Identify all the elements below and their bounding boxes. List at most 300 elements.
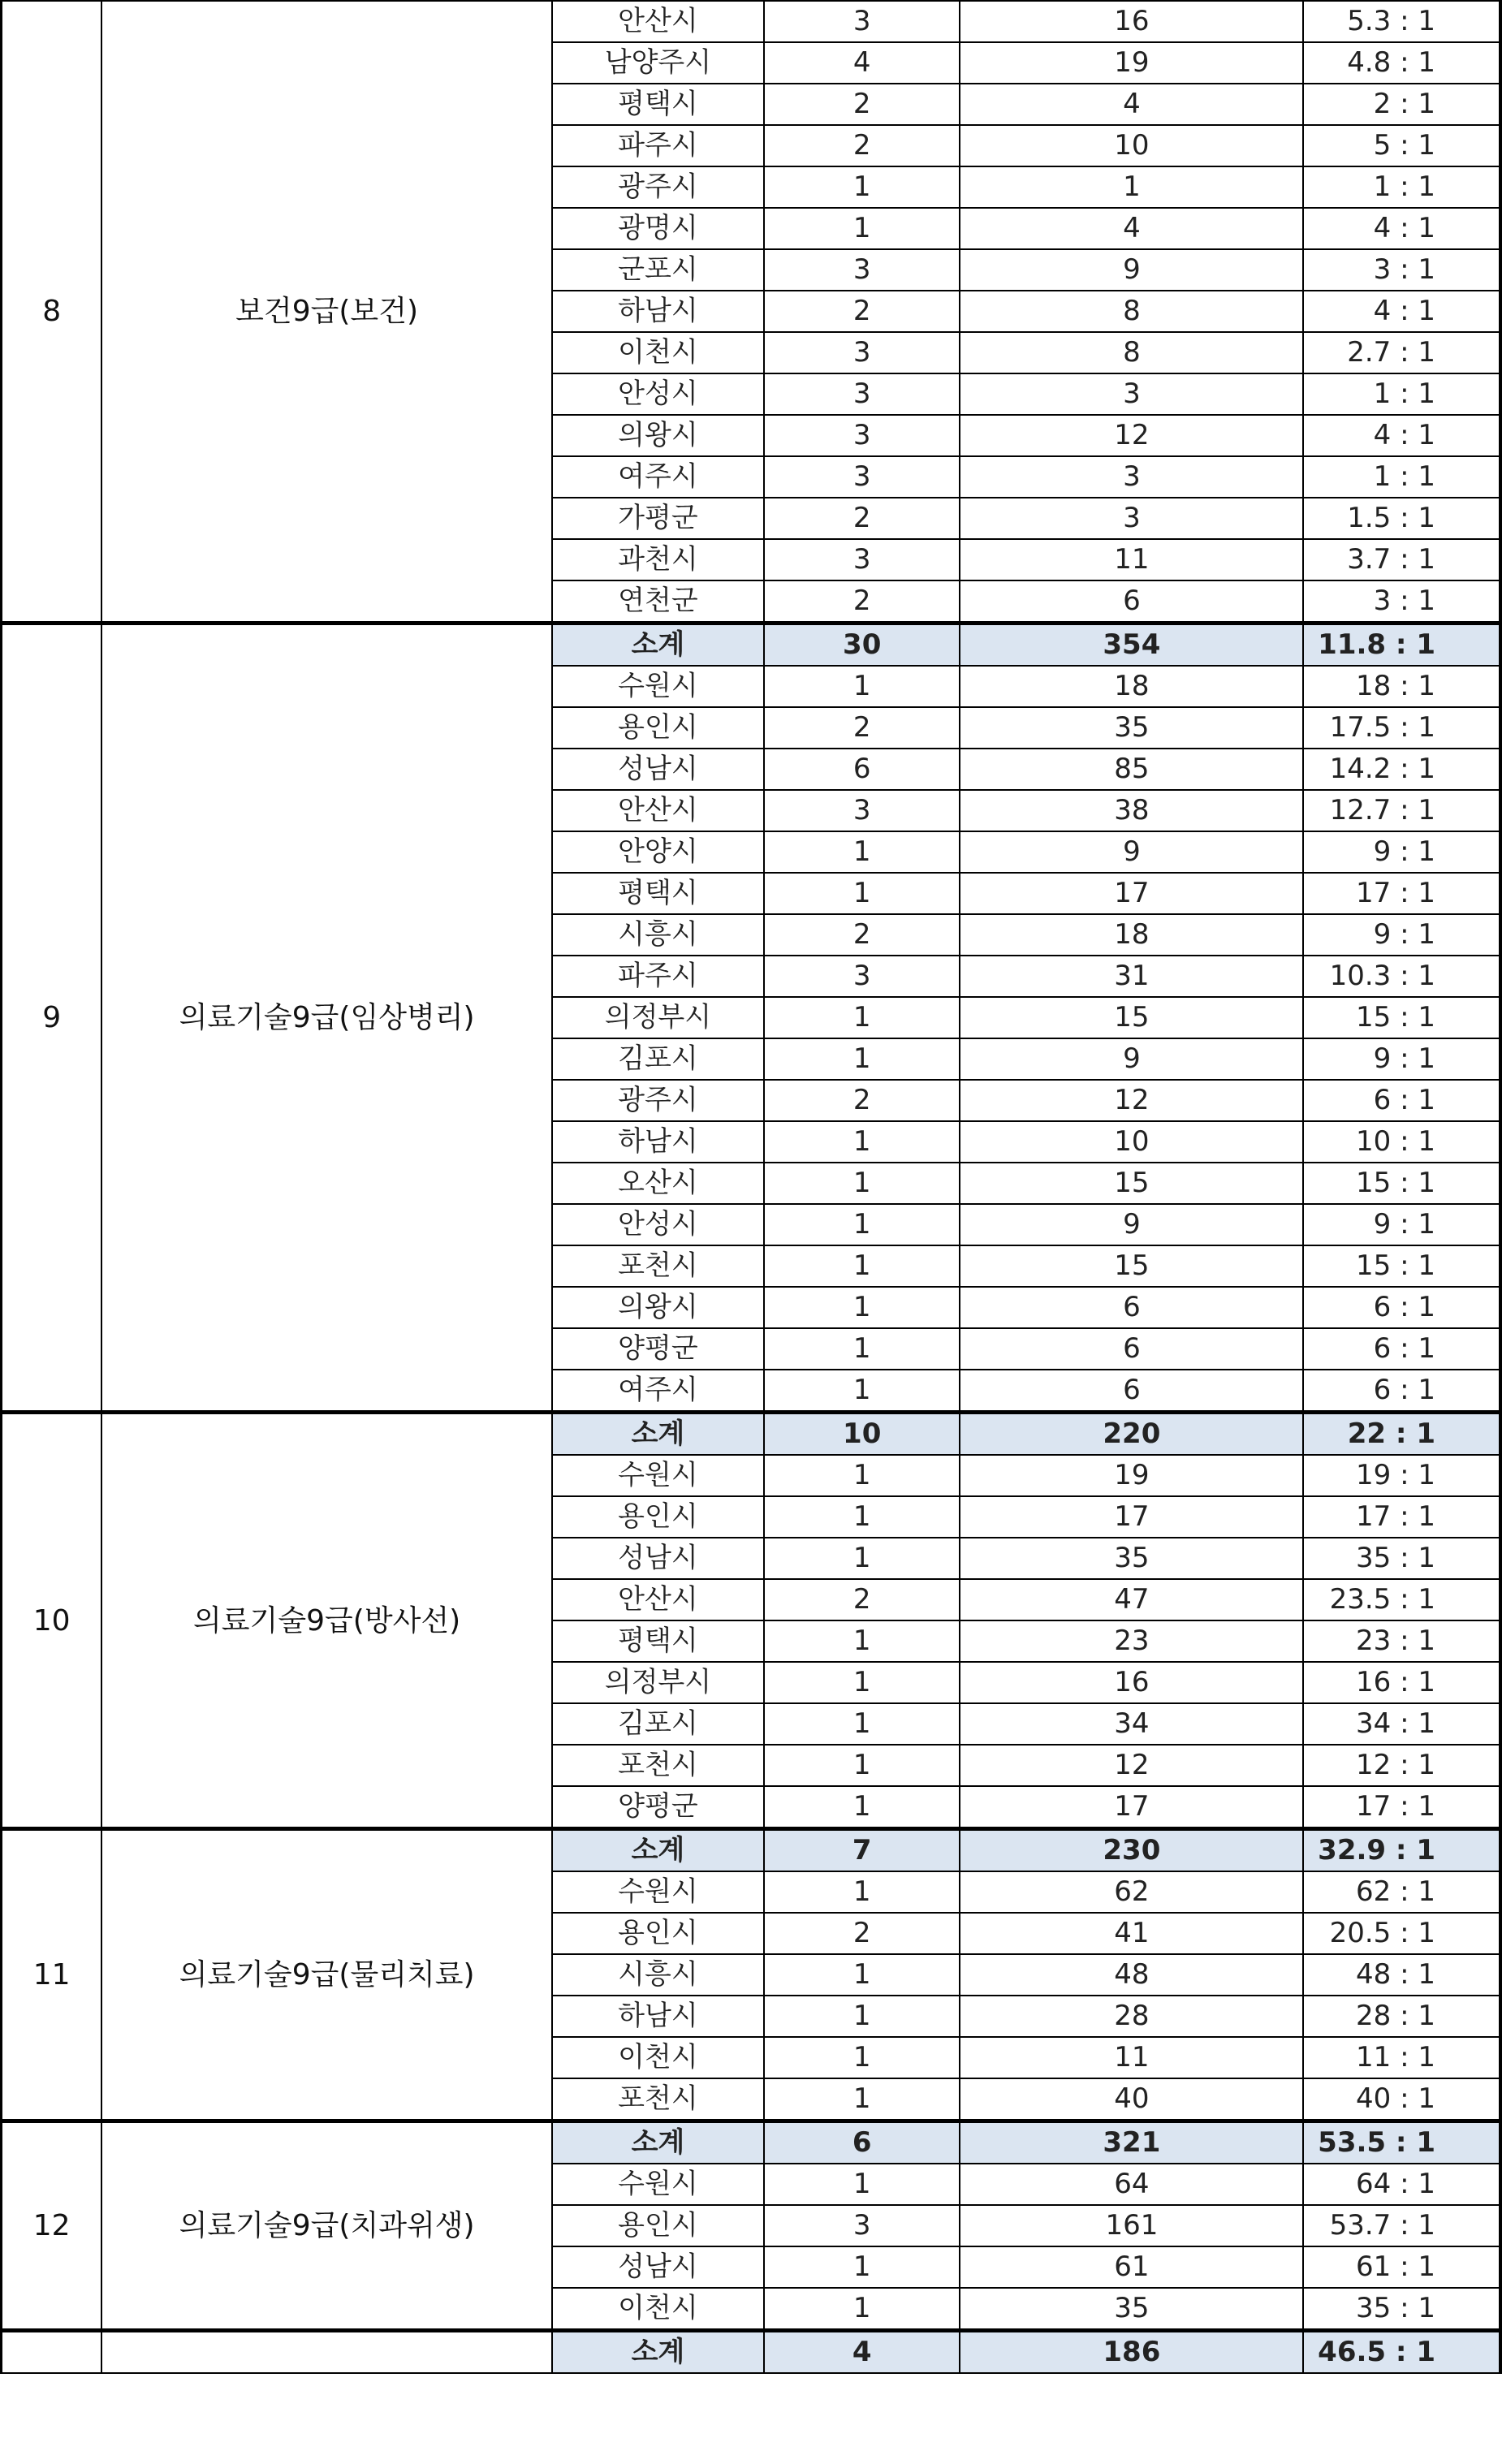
empty-cell: [1500, 1455, 1501, 1496]
positions-cell: 1: [764, 1287, 960, 1328]
positions-cell: 1: [764, 2078, 960, 2121]
empty-cell: [1500, 2246, 1501, 2288]
applicants-cell: 12: [960, 415, 1303, 456]
applicants-cell: 9: [960, 249, 1303, 291]
job-category-cell: [101, 2331, 552, 2374]
empty-cell: [1500, 1538, 1501, 1579]
ratio-cell: 18 : 1: [1303, 666, 1500, 707]
ratio-cell: 28 : 1: [1303, 1996, 1500, 2037]
applicants-cell: 6: [960, 1287, 1303, 1328]
ratio-cell: 46.5 : 1: [1303, 2331, 1500, 2374]
region-cell: 평택시: [552, 873, 764, 914]
applicants-cell: 11: [960, 539, 1303, 580]
positions-cell: 1: [764, 1620, 960, 1662]
empty-cell: [1500, 2078, 1501, 2121]
applicants-cell: 48: [960, 1954, 1303, 1996]
positions-cell: 2: [764, 498, 960, 539]
empty-cell: [1500, 456, 1501, 498]
empty-cell: [1500, 831, 1501, 873]
ratio-cell: 12.7 : 1: [1303, 790, 1500, 831]
applicants-cell: 28: [960, 1996, 1303, 2037]
applicants-cell: 16: [960, 1662, 1303, 1703]
region-cell: 이천시: [552, 2288, 764, 2331]
empty-cell: [1500, 1370, 1501, 1413]
positions-cell: 1: [764, 2164, 960, 2205]
positions-cell: 1: [764, 1996, 960, 2037]
positions-cell: 1: [764, 997, 960, 1038]
ratio-cell: 4 : 1: [1303, 291, 1500, 332]
empty-cell: [1500, 873, 1501, 914]
region-cell: 파주시: [552, 956, 764, 997]
positions-cell: 1: [764, 1662, 960, 1703]
ratio-cell: 35 : 1: [1303, 1538, 1500, 1579]
positions-cell: 6: [764, 749, 960, 790]
empty-cell: [1500, 1579, 1501, 1620]
applicants-cell: 6: [960, 1328, 1303, 1370]
ratio-cell: 40 : 1: [1303, 2078, 1500, 2121]
ratio-cell: 16 : 1: [1303, 1662, 1500, 1703]
applicants-cell: 10: [960, 1121, 1303, 1163]
positions-cell: 4: [764, 2331, 960, 2374]
applicants-cell: 161: [960, 2205, 1303, 2246]
ratio-cell: 22 : 1: [1303, 1413, 1500, 1456]
empty-cell: [1500, 2121, 1501, 2164]
table-body: [2, 1, 1502, 2373]
ratio-cell: 1 : 1: [1303, 373, 1500, 415]
positions-cell: 1: [764, 1496, 960, 1538]
region-cell: 수원시: [552, 2164, 764, 2205]
positions-cell: 1: [764, 1954, 960, 1996]
region-cell: 포천시: [552, 1745, 764, 1786]
region-cell: 성남시: [552, 749, 764, 790]
job-category-cell: 의료기술9급(치과위생): [101, 2121, 552, 2331]
table-row: [2, 624, 1502, 667]
applicants-cell: 62: [960, 1871, 1303, 1913]
ratio-cell: 23 : 1: [1303, 1620, 1500, 1662]
empty-cell: [1500, 1328, 1501, 1370]
region-cell: 과천시: [552, 539, 764, 580]
positions-cell: 2: [764, 1913, 960, 1954]
applicants-cell: 34: [960, 1703, 1303, 1745]
ratio-cell: 15 : 1: [1303, 1245, 1500, 1287]
applicants-cell: 19: [960, 1455, 1303, 1496]
region-cell: 시흥시: [552, 914, 764, 956]
region-cell: 의왕시: [552, 1287, 764, 1328]
applicants-cell: 12: [960, 1080, 1303, 1121]
region-cell: 용인시: [552, 2205, 764, 2246]
applicants-cell: 41: [960, 1913, 1303, 1954]
ratio-cell: 9 : 1: [1303, 1204, 1500, 1245]
empty-cell: [1500, 1620, 1501, 1662]
positions-cell: 3: [764, 956, 960, 997]
positions-cell: 3: [764, 1, 960, 42]
positions-cell: 1: [764, 2288, 960, 2331]
empty-cell: [1500, 539, 1501, 580]
region-cell: 용인시: [552, 707, 764, 749]
empty-cell: [1500, 624, 1501, 667]
table-row: [2, 2121, 1502, 2164]
applicants-cell: 38: [960, 790, 1303, 831]
ratio-cell: 3.7 : 1: [1303, 539, 1500, 580]
empty-cell: [1500, 1080, 1501, 1121]
job-category-cell: 의료기술9급(물리치료): [101, 1829, 552, 2121]
ratio-cell: 61 : 1: [1303, 2246, 1500, 2288]
region-cell: 군포시: [552, 249, 764, 291]
ratio-cell: 3 : 1: [1303, 249, 1500, 291]
empty-cell: [1500, 790, 1501, 831]
applicants-cell: 230: [960, 1829, 1303, 1872]
empty-cell: [1500, 2331, 1501, 2374]
applicants-cell: 9: [960, 1038, 1303, 1080]
ratio-cell: 17 : 1: [1303, 1786, 1500, 1829]
ratio-cell: 9 : 1: [1303, 914, 1500, 956]
empty-cell: [1500, 997, 1501, 1038]
positions-cell: 3: [764, 332, 960, 373]
ratio-cell: 23.5 : 1: [1303, 1579, 1500, 1620]
empty-cell: [1500, 1496, 1501, 1538]
empty-cell: [1500, 125, 1501, 166]
empty-cell: [1500, 1829, 1501, 1872]
applicants-cell: 6: [960, 580, 1303, 624]
positions-cell: 2: [764, 125, 960, 166]
region-cell: 수원시: [552, 1455, 764, 1496]
region-cell: 남양주시: [552, 42, 764, 84]
region-cell: 소계: [552, 1829, 764, 1872]
applicants-cell: 186: [960, 2331, 1303, 2374]
region-cell: 소계: [552, 624, 764, 667]
ratio-cell: 17.5 : 1: [1303, 707, 1500, 749]
group-number-cell: 12: [2, 2121, 102, 2331]
positions-cell: 2: [764, 291, 960, 332]
empty-cell: [1500, 1703, 1501, 1745]
empty-cell: [1500, 2164, 1501, 2205]
applicants-cell: 3: [960, 373, 1303, 415]
empty-cell: [1500, 1245, 1501, 1287]
empty-cell: [1500, 580, 1501, 624]
applicants-cell: 15: [960, 1163, 1303, 1204]
region-cell: 포천시: [552, 2078, 764, 2121]
positions-cell: 10: [764, 1413, 960, 1456]
region-cell: 안산시: [552, 1, 764, 42]
ratio-cell: 64 : 1: [1303, 2164, 1500, 2205]
region-cell: 광명시: [552, 208, 764, 249]
region-cell: 평택시: [552, 84, 764, 125]
empty-cell: [1500, 1121, 1501, 1163]
region-cell: 이천시: [552, 2037, 764, 2078]
applicants-cell: 354: [960, 624, 1303, 667]
ratio-cell: 15 : 1: [1303, 997, 1500, 1038]
positions-cell: 1: [764, 1871, 960, 1913]
region-cell: 안성시: [552, 373, 764, 415]
region-cell: 하남시: [552, 291, 764, 332]
empty-cell: [1500, 1871, 1501, 1913]
applicants-cell: 18: [960, 666, 1303, 707]
region-cell: 양평군: [552, 1786, 764, 1829]
empty-cell: [1500, 1954, 1501, 1996]
region-cell: 연천군: [552, 580, 764, 624]
ratio-cell: 20.5 : 1: [1303, 1913, 1500, 1954]
positions-cell: 7: [764, 1829, 960, 1872]
positions-cell: 2: [764, 707, 960, 749]
applicants-cell: 17: [960, 1786, 1303, 1829]
ratio-cell: 10.3 : 1: [1303, 956, 1500, 997]
ratio-cell: 5.3 : 1: [1303, 1, 1500, 42]
positions-cell: 2: [764, 914, 960, 956]
ratio-cell: 48 : 1: [1303, 1954, 1500, 1996]
region-cell: 시흥시: [552, 1954, 764, 1996]
positions-cell: 2: [764, 1080, 960, 1121]
region-cell: 성남시: [552, 1538, 764, 1579]
empty-cell: [1500, 1204, 1501, 1245]
applicants-cell: 47: [960, 1579, 1303, 1620]
positions-cell: 2: [764, 580, 960, 624]
empty-cell: [1500, 2037, 1501, 2078]
positions-cell: 1: [764, 1786, 960, 1829]
applicants-cell: 9: [960, 1204, 1303, 1245]
applicants-cell: 3: [960, 498, 1303, 539]
applicants-cell: 85: [960, 749, 1303, 790]
applicants-cell: 23: [960, 1620, 1303, 1662]
empty-cell: [1500, 707, 1501, 749]
empty-cell: [1500, 2288, 1501, 2331]
region-cell: 파주시: [552, 125, 764, 166]
empty-cell: [1500, 749, 1501, 790]
empty-cell: [1500, 166, 1501, 208]
positions-cell: 4: [764, 42, 960, 84]
positions-cell: 1: [764, 1538, 960, 1579]
job-category-cell: 의료기술9급(임상병리): [101, 624, 552, 1413]
ratio-cell: 34 : 1: [1303, 1703, 1500, 1745]
empty-cell: [1500, 249, 1501, 291]
positions-cell: 1: [764, 1204, 960, 1245]
ratio-cell: 11 : 1: [1303, 2037, 1500, 2078]
applicants-cell: 18: [960, 914, 1303, 956]
positions-cell: 3: [764, 539, 960, 580]
region-cell: 양평군: [552, 1328, 764, 1370]
empty-cell: [1500, 42, 1501, 84]
empty-cell: [1500, 332, 1501, 373]
positions-cell: 1: [764, 1121, 960, 1163]
region-cell: 하남시: [552, 1996, 764, 2037]
empty-cell: [1500, 415, 1501, 456]
positions-cell: 3: [764, 790, 960, 831]
positions-cell: 1: [764, 1328, 960, 1370]
region-cell: 안양시: [552, 831, 764, 873]
region-cell: 김포시: [552, 1038, 764, 1080]
positions-cell: 2: [764, 1579, 960, 1620]
applicants-cell: 61: [960, 2246, 1303, 2288]
ratio-cell: 4 : 1: [1303, 208, 1500, 249]
applicants-cell: 6: [960, 1370, 1303, 1413]
region-cell: 광주시: [552, 166, 764, 208]
applicants-cell: 15: [960, 997, 1303, 1038]
applicants-cell: 321: [960, 2121, 1303, 2164]
empty-cell: [1500, 914, 1501, 956]
applicants-cell: 8: [960, 332, 1303, 373]
applicants-cell: 17: [960, 873, 1303, 914]
ratio-cell: 35 : 1: [1303, 2288, 1500, 2331]
table-row: [2, 1, 1502, 42]
applicants-cell: 19: [960, 42, 1303, 84]
region-cell: 수원시: [552, 1871, 764, 1913]
empty-cell: [1500, 1, 1501, 42]
ratio-cell: 3 : 1: [1303, 580, 1500, 624]
applicants-cell: 64: [960, 2164, 1303, 2205]
region-cell: 광주시: [552, 1080, 764, 1121]
ratio-cell: 5 : 1: [1303, 125, 1500, 166]
empty-cell: [1500, 1786, 1501, 1829]
ratio-cell: 17 : 1: [1303, 1496, 1500, 1538]
region-cell: 안산시: [552, 1579, 764, 1620]
ratio-cell: 14.2 : 1: [1303, 749, 1500, 790]
region-cell: 소계: [552, 1413, 764, 1456]
ratio-cell: 1.5 : 1: [1303, 498, 1500, 539]
table-row: [2, 1829, 1502, 1872]
table-row: [2, 2331, 1502, 2374]
region-cell: 의정부시: [552, 997, 764, 1038]
positions-cell: 2: [764, 84, 960, 125]
empty-cell: [1500, 1163, 1501, 1204]
applicants-cell: 4: [960, 208, 1303, 249]
positions-cell: 3: [764, 415, 960, 456]
applicants-cell: 16: [960, 1, 1303, 42]
positions-cell: 3: [764, 373, 960, 415]
positions-cell: 1: [764, 1703, 960, 1745]
applicants-cell: 15: [960, 1245, 1303, 1287]
region-cell: 가평군: [552, 498, 764, 539]
region-cell: 평택시: [552, 1620, 764, 1662]
ratio-cell: 6 : 1: [1303, 1370, 1500, 1413]
region-cell: 성남시: [552, 2246, 764, 2288]
empty-cell: [1500, 1913, 1501, 1954]
region-cell: 하남시: [552, 1121, 764, 1163]
positions-cell: 1: [764, 208, 960, 249]
group-number-cell: 11: [2, 1829, 102, 2121]
ratio-cell: 19 : 1: [1303, 1455, 1500, 1496]
applicants-cell: 35: [960, 2288, 1303, 2331]
applicants-cell: 9: [960, 831, 1303, 873]
empty-cell: [1500, 2205, 1501, 2246]
positions-cell: 1: [764, 1163, 960, 1204]
ratio-cell: 6 : 1: [1303, 1287, 1500, 1328]
applicants-cell: 11: [960, 2037, 1303, 2078]
ratio-cell: 53.5 : 1: [1303, 2121, 1500, 2164]
applicants-cell: 4: [960, 84, 1303, 125]
positions-cell: 1: [764, 166, 960, 208]
empty-cell: [1500, 1996, 1501, 2037]
positions-cell: 1: [764, 2037, 960, 2078]
positions-cell: 3: [764, 456, 960, 498]
region-cell: 김포시: [552, 1703, 764, 1745]
ratio-cell: 4.8 : 1: [1303, 42, 1500, 84]
job-category-cell: 의료기술9급(방사선): [101, 1413, 552, 1829]
ratio-cell: 17 : 1: [1303, 873, 1500, 914]
group-number-cell: [2, 2331, 102, 2374]
group-number-cell: 9: [2, 624, 102, 1413]
ratio-cell: 12 : 1: [1303, 1745, 1500, 1786]
positions-cell: 1: [764, 666, 960, 707]
region-cell: 용인시: [552, 1496, 764, 1538]
applicants-cell: 220: [960, 1413, 1303, 1456]
empty-cell: [1500, 1038, 1501, 1080]
ratio-cell: 2.7 : 1: [1303, 332, 1500, 373]
positions-cell: 1: [764, 831, 960, 873]
ratio-cell: 2 : 1: [1303, 84, 1500, 125]
applicants-cell: 8: [960, 291, 1303, 332]
region-cell: 포천시: [552, 1245, 764, 1287]
empty-cell: [1500, 1413, 1501, 1456]
ratio-cell: 6 : 1: [1303, 1080, 1500, 1121]
ratio-cell: 10 : 1: [1303, 1121, 1500, 1163]
ratio-cell: 1 : 1: [1303, 166, 1500, 208]
positions-cell: 1: [764, 2246, 960, 2288]
positions-cell: 1: [764, 873, 960, 914]
ratio-cell: 6 : 1: [1303, 1328, 1500, 1370]
empty-cell: [1500, 666, 1501, 707]
applicants-cell: 3: [960, 456, 1303, 498]
applicants-cell: 31: [960, 956, 1303, 997]
applicants-cell: 17: [960, 1496, 1303, 1538]
ratio-cell: 11.8 : 1: [1303, 624, 1500, 667]
empty-cell: [1500, 498, 1501, 539]
positions-cell: 3: [764, 249, 960, 291]
empty-cell: [1500, 373, 1501, 415]
region-cell: 여주시: [552, 456, 764, 498]
empty-cell: [1500, 208, 1501, 249]
positions-cell: 6: [764, 2121, 960, 2164]
group-number-cell: 10: [2, 1413, 102, 1829]
region-cell: 안성시: [552, 1204, 764, 1245]
positions-cell: 30: [764, 624, 960, 667]
region-cell: 소계: [552, 2121, 764, 2164]
ratio-cell: 15 : 1: [1303, 1163, 1500, 1204]
positions-cell: 3: [764, 2205, 960, 2246]
group-number-cell: 8: [2, 1, 102, 624]
applicants-cell: 1: [960, 166, 1303, 208]
empty-cell: [1500, 1662, 1501, 1703]
positions-cell: 1: [764, 1745, 960, 1786]
ratio-cell: 9 : 1: [1303, 1038, 1500, 1080]
positions-cell: 1: [764, 1370, 960, 1413]
applicants-cell: 10: [960, 125, 1303, 166]
region-cell: 의정부시: [552, 1662, 764, 1703]
ratio-cell: 4 : 1: [1303, 415, 1500, 456]
region-cell: 용인시: [552, 1913, 764, 1954]
empty-cell: [1500, 1745, 1501, 1786]
applicants-cell: 35: [960, 707, 1303, 749]
positions-cell: 1: [764, 1455, 960, 1496]
region-cell: 오산시: [552, 1163, 764, 1204]
positions-cell: 1: [764, 1245, 960, 1287]
region-cell: 안산시: [552, 790, 764, 831]
ratio-cell: 53.7 : 1: [1303, 2205, 1500, 2246]
empty-cell: [1500, 1287, 1501, 1328]
region-cell: 소계: [552, 2331, 764, 2374]
ratio-cell: 9 : 1: [1303, 831, 1500, 873]
table-row: [2, 1413, 1502, 1456]
region-cell: 여주시: [552, 1370, 764, 1413]
empty-cell: [1500, 291, 1501, 332]
applicants-cell: 40: [960, 2078, 1303, 2121]
empty-cell: [1500, 84, 1501, 125]
region-cell: 의왕시: [552, 415, 764, 456]
ratio-cell: 62 : 1: [1303, 1871, 1500, 1913]
job-category-cell: 보건9급(보건): [101, 1, 552, 624]
empty-cell: [1500, 956, 1501, 997]
ratio-cell: 32.9 : 1: [1303, 1829, 1500, 1872]
applicants-cell: 35: [960, 1538, 1303, 1579]
region-cell: 이천시: [552, 332, 764, 373]
